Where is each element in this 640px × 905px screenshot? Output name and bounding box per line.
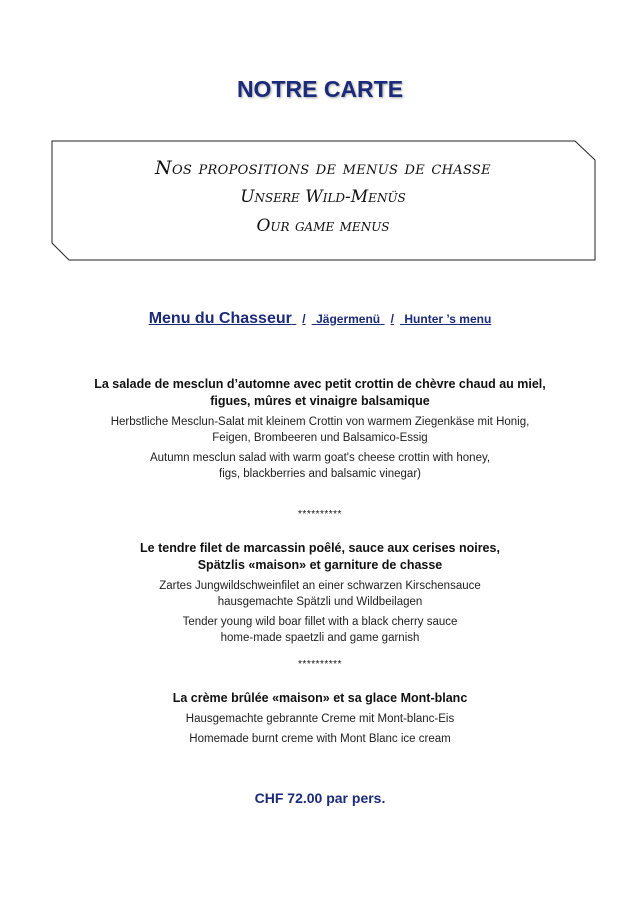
course-title-fr: La crème brûlée «maison» et sa glace Mont-blanc bbox=[172, 691, 468, 705]
menu-heading-separator: / bbox=[302, 312, 306, 326]
menu-heading-en: Hunter ’s menu bbox=[404, 312, 492, 326]
menu-heading bbox=[0, 310, 640, 328]
frame-title-fr: Nos propositions de menus de chasse bbox=[155, 157, 491, 179]
course-main bbox=[0, 540, 640, 646]
page-title: NOTRE CARTE bbox=[236, 76, 404, 102]
course-separator: ********** bbox=[298, 659, 342, 670]
course-description-de: Hausgemachte gebrannte Creme mit Mont-blanc-Eis bbox=[185, 713, 455, 725]
menu-price: CHF 72.00 par pers. bbox=[254, 790, 386, 806]
course-description-de: Herbstliche Mesclun-Salat mit kleinem Crottin von warmem Ziegenkäse mit Honig, Feigen, Brombeeren und Balsamico-Essig bbox=[110, 416, 530, 444]
course-description-en: Autumn mesclun salad with warm goat's cheese crottin with honey, figs, blackberries and balsamic vinegar) bbox=[149, 452, 491, 480]
menu-heading-fr: Menu du Chasseur bbox=[148, 310, 292, 327]
course-title-fr: La salade de mesclun d’automne avec petit crottin de chèvre chaud au miel, figues, mûres et vinaigre balsamique bbox=[94, 377, 546, 408]
menu-heading-de: Jägermenü bbox=[316, 312, 381, 326]
heading-frame bbox=[50, 140, 596, 261]
menu-heading-separator: / bbox=[390, 312, 394, 326]
course-title-fr: Le tendre filet de marcassin poêlé, sauce aux cerises noires, Spätzlis «maison» et garniture de chasse bbox=[140, 541, 500, 572]
frame-title-de: Unsere Wild-Menüs bbox=[240, 187, 406, 207]
course-description-en: Homemade burnt creme with Mont Blanc ice cream bbox=[189, 733, 451, 745]
course-description-de: Zartes Jungwildschweinfilet an einer schwarzen Kirschensauce hausgemachte Spätzli und Wildbeilagen bbox=[159, 580, 481, 608]
course-description-en: Tender young wild boar fillet with a black cherry sauce home-made spaetzli and game garnish bbox=[182, 616, 458, 644]
course-dessert bbox=[0, 690, 640, 747]
course-separator: ********** bbox=[298, 509, 342, 520]
course-starter bbox=[0, 376, 640, 482]
frame-title-en: Our game menus bbox=[256, 216, 390, 236]
